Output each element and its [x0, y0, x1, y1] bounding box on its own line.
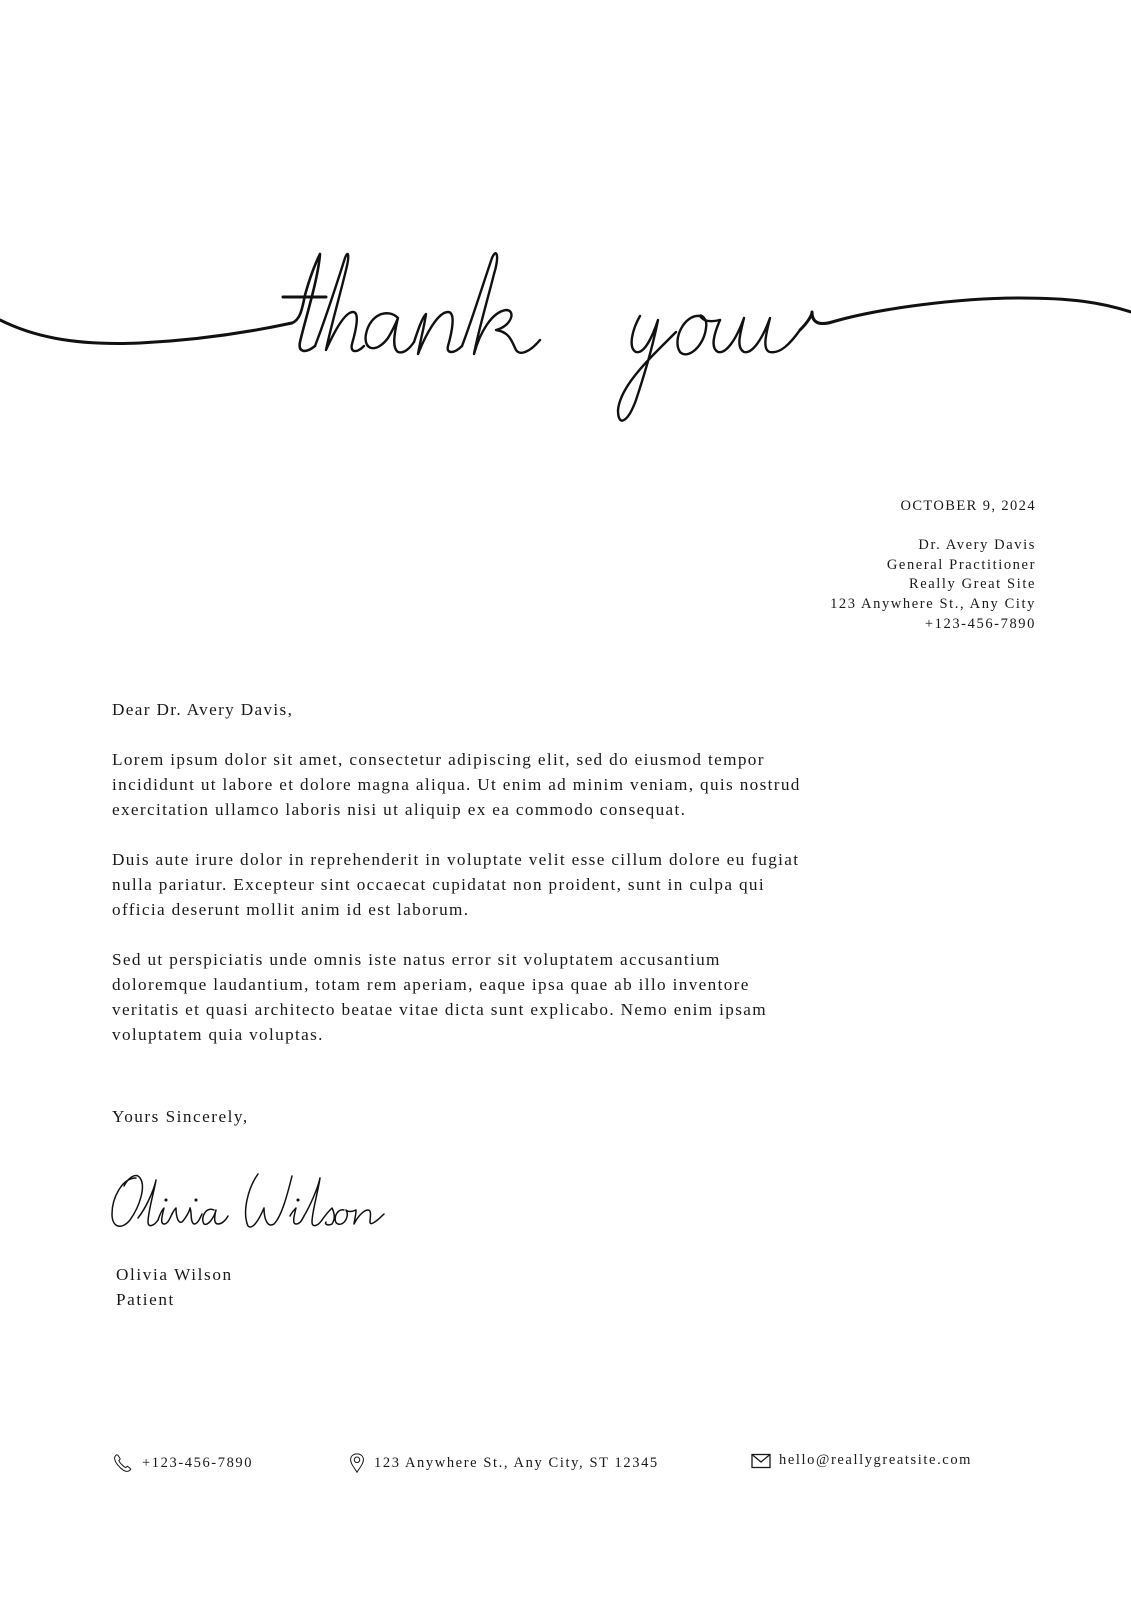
- footer-phone: [112, 1452, 253, 1474]
- letter-greeting: Dear Dr. Avery Davis,: [112, 700, 294, 719]
- recipient-phone: +123-456-7890: [924, 615, 1036, 632]
- recipient-address: 123 Anywhere St., Any City: [830, 596, 1036, 613]
- letter-closing: Yours Sincerely,: [112, 1107, 249, 1126]
- signer-name: Olivia Wilson: [116, 1265, 233, 1284]
- footer-phone-text: +123-456-7890: [142, 1454, 254, 1471]
- signature-script-graphic: [108, 1168, 388, 1238]
- phone-icon: [112, 1452, 134, 1474]
- footer-address: [348, 1452, 659, 1474]
- signer-title: Patient: [116, 1290, 175, 1309]
- letter-date: OCTOBER 9, 2024: [900, 498, 1036, 514]
- letter-paragraph: Lorem ipsum dolor sit amet, consectetur adipiscing elit, sed do eiusmod tempor incididunt ut labore et dolore magna aliqua. Ut enim ad minim veniam, quis nostrud exercitation ullamco laboris nisi ut aliquip ex ea commodo consequat.: [112, 750, 801, 819]
- recipient-company: Really Great Site: [908, 576, 1036, 593]
- letter-paragraph: Sed ut perspiciatis unde omnis iste natus error sit voluptatem accusantium doloremque laudantium, totam rem aperiam, eaque ipsa quae ab illo inventore veritatis et quasi architecto beatae vitae dicta sunt explicabo. Nemo enim ipsam voluptatem quia voluptas.: [112, 950, 767, 1044]
- location-pin-icon: [348, 1452, 366, 1474]
- mail-icon: [751, 1453, 771, 1469]
- footer-email: [751, 1452, 972, 1469]
- letter-paragraph: Duis aute irure dolor in reprehenderit in voluptate velit esse cillum dolore eu fugiat nulla pariatur. Excepteur sint occaecat cupidatat non proident, sunt in culpa qui officia deserunt mollit anim id est laborum.: [112, 850, 800, 919]
- recipient-name: Dr. Avery Davis: [918, 536, 1036, 553]
- recipient-role: General Practitioner: [886, 556, 1036, 573]
- footer-email-text[interactable]: hello@reallygreatsite.com: [779, 1452, 973, 1468]
- recipient-block: [830, 497, 1036, 635]
- signature: [108, 1168, 388, 1238]
- letter-body: [112, 697, 812, 1072]
- thank-you-script-text: [272, 250, 832, 440]
- signer-block: [116, 1262, 233, 1312]
- footer-address-text: 123 Anywhere St., Any City, ST 12345: [374, 1454, 659, 1471]
- footer-contacts: [0, 1452, 1131, 1482]
- thank-you-heading: [0, 250, 1131, 440]
